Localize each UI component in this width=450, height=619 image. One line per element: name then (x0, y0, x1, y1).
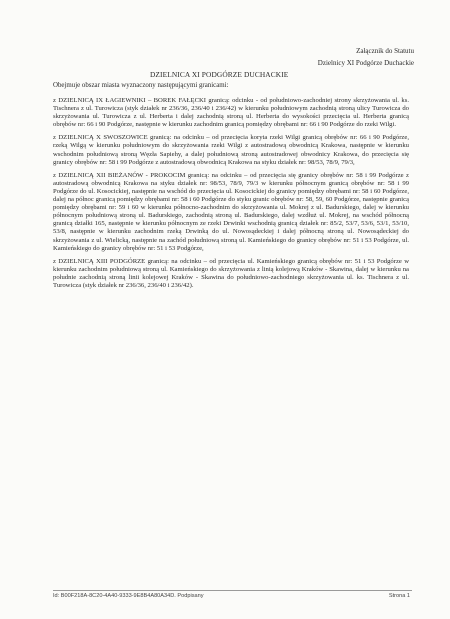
boundary-paragraph-podgorze: z DZIELNICĄ XIII PODGÓRZE granicą: na odcinku – od przecięcia ul. Kamieńskiego granicą obrębów nr: 51 i 53 Podgórze w kierunku zachodnim południową stroną ul. Kamieńskiego do skrzyżowania z linią kolejową Kraków - Skawina, dalej w kierunku na południe zachodnią stroną linii kolejowej Kraków - Skawina do południowo-zachodniego skrzyżowania ul. ks. Tischnera z ul. Turowicza (styk działek nr 236/36, 236/40 i 236/42). (53, 257, 409, 289)
document-body (53, 97, 409, 295)
page-number: Strona 1 (388, 593, 410, 599)
footer-divider (53, 590, 412, 591)
attachment-label: Załącznik do Statutu (356, 47, 414, 55)
statute-district-label: Dzielnicy XI Podgórze Duchackie (317, 59, 414, 67)
document-title: DZIELNICA XI PODGÓRZE DUCHACKIE (150, 70, 289, 79)
boundary-paragraph-swoszowice: z DZIELNICĄ X SWOSZOWICE granicą: na odcinku – od przecięcia koryta rzeki Wilgi granicą obrębów nr: 66 i 90 Podgórze, rzeką Wilgą w kierunku południowym do skrzyżowania rzeki Wilgi z autostradową obwodnicą Krakowa, następnie w kierunku wschodnim południową stroną Węzła Sapiehy, a dalej południową stroną autostradowej obwodnicy Krakowa, do przecięcia się granicy obrębów nr: 58 i 99 Podgórze z autostradową obwodnicą Krakowa na styku działek nr: 98/53, 78/9, 79/3, (53, 134, 409, 166)
boundary-paragraph-lagiewniki: z DZIELNICĄ IX ŁAGIEWNIKI – BOREK FAŁĘCKI granicą: odcinku - od południowo-zachodniej strony skrzyżowania ul. ks. Tischnera z ul. Turowicza (styk działek nr 236/36, 236/40 i 236/42) w kierunku południowym zachodnią stroną ulicy Turowicza do skrzyżowania ul. Turowicza z ul. Herberta i dalej zachodnią stroną ul. Herberta do wysokości przecięcia ul. Herberta granicą obrębów nr: 66 i 90 Podgórze, następnie w kierunku zachodnim granicą pomiędzy obrębami nr: 66 i 90 Podgórze do rzeki Wilgi. (53, 97, 409, 129)
boundary-paragraph-biezanow: z DZIELNICĄ XII BIEŻANÓW - PROKOCIM granicą: na odcinku – od przecięcia się granicy obrębów nr: 58 i 99 Podgórze z autostradową obwodnicą Krakowa na styku działek nr: 98/53, 78/9, 79/3 w kierunku północnym granicą obrębów nr: 58 i 99 Podgórze do ul. Kosocickiej, następnie na wschód do przecięcia ul. Kosocickiej do granicy pomiędzy obrębami nr: 58 i 60 Podgórze, dalej na północ granicą pomiędzy obrębami nr: 58 i 60 Podgórze do styku granic obrębów nr: 58, 59, 60 Podgórze, następnie granicą pomiędzy obrębami nr: 59 i 60 w kierunku północno-zachodnim do skrzyżowania ul. Mokrej z ul. Badurskiego, dalej w kierunku północnym południową stroną ul. Badurskiego, zachodnią stroną ul. Badurskiego, dalej wzdłuż ul. Mokrej, na wschód północną granicą działki 165, następnie w kierunku północnym ze rzeki Drwinki wschodnią granicą działek nr: 85/2, 53/7, 53/6, 53/1, 53/10, 53/8, następnie w kierunku zachodnim rzeką Drwinką do ul. Nowosądeckiej i dalej północną stroną ul. Nowosądeckiej do skrzyżowania z ul. Wielicką, następnie na zachód południową stroną ul. Kamieńskiego do granicy obrębów nr: 51 i 53 Podgórze, ul. Kamieńskiego do granicy obrębów nr: 51 i 53 Podgórze, (53, 171, 409, 252)
intro-text: Obejmuje obszar miasta wyznaczony następującymi granicami: (53, 82, 229, 89)
document-id: Id: B00F218A-8C20-4A40-9333-9E8B4A80A34D. Podpisany (53, 593, 204, 599)
